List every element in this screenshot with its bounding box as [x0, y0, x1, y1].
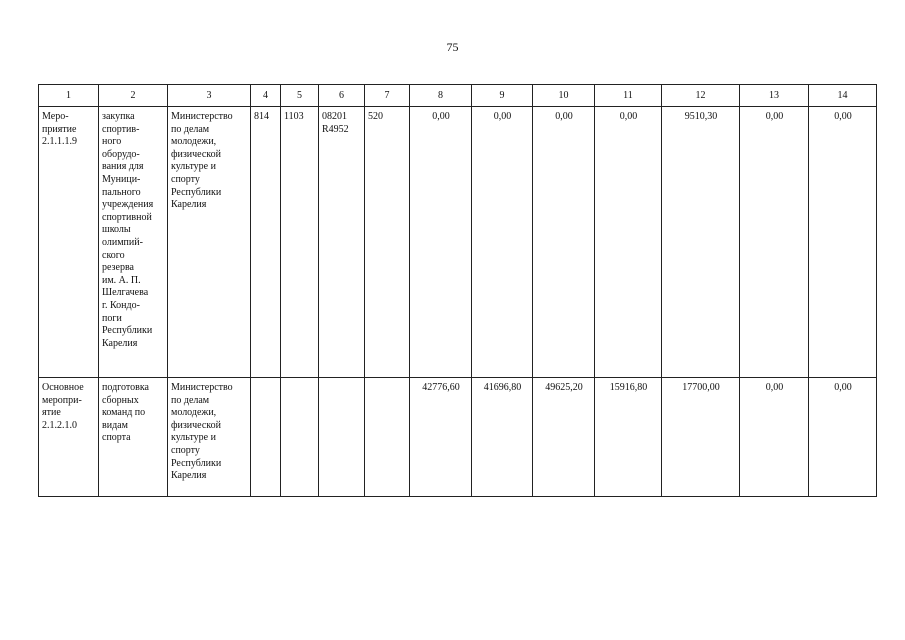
budget-table [38, 84, 877, 497]
column-header-5: 5 [281, 85, 319, 107]
code-cell-4 [251, 378, 281, 497]
value-cell-10: 49625,20 [533, 378, 595, 497]
code-cell-6: 08201 R4952 [319, 107, 365, 378]
code-cell-7: 520 [365, 107, 410, 378]
value-cell-9: 41696,80 [472, 378, 533, 497]
value-cell-14: 0,00 [809, 378, 877, 497]
table-row [39, 107, 877, 378]
column-header-10: 10 [533, 85, 595, 107]
column-header-11: 11 [595, 85, 662, 107]
column-header-7: 7 [365, 85, 410, 107]
column-header-9: 9 [472, 85, 533, 107]
value-cell-13: 0,00 [740, 378, 809, 497]
value-cell-12: 9510,30 [662, 107, 740, 378]
column-header-1: 1 [39, 85, 99, 107]
value-cell-13: 0,00 [740, 107, 809, 378]
page-number: 75 [446, 40, 459, 54]
executor-cell: Министерство по делам молодежи, физической культуре и спорту Республики Карелия [168, 107, 251, 378]
table-row [39, 378, 877, 497]
executor-cell: Министерство по делам молодежи, физической культуре и спорту Республики Карелия [168, 378, 251, 497]
column-header-6: 6 [319, 85, 365, 107]
code-cell-6 [319, 378, 365, 497]
value-cell-11: 15916,80 [595, 378, 662, 497]
event-description-cell: закупка спортив- ного оборудо- вания для Муници- пального учреждения спортивной школы олимпий- ского резерва им. А. П. Шелгачева г. Кондо- поги Республики Карелия [99, 107, 168, 378]
value-cell-8: 42776,60 [410, 378, 472, 497]
value-cell-10: 0,00 [533, 107, 595, 378]
column-header-3: 3 [168, 85, 251, 107]
code-cell-4: 814 [251, 107, 281, 378]
value-cell-8: 0,00 [410, 107, 472, 378]
column-header-14: 14 [809, 85, 877, 107]
event-name-cell: Меро- приятие 2.1.1.1.9 [39, 107, 99, 378]
column-header-2: 2 [99, 85, 168, 107]
code-cell-5: 1103 [281, 107, 319, 378]
column-header-13: 13 [740, 85, 809, 107]
column-header-12: 12 [662, 85, 740, 107]
value-cell-12: 17700,00 [662, 378, 740, 497]
column-header-4: 4 [251, 85, 281, 107]
header-row [39, 85, 877, 107]
code-cell-7 [365, 378, 410, 497]
value-cell-9: 0,00 [472, 107, 533, 378]
column-header-8: 8 [410, 85, 472, 107]
value-cell-11: 0,00 [595, 107, 662, 378]
event-description-cell: подготовка сборных команд по видам спорта [99, 378, 168, 497]
code-cell-5 [281, 378, 319, 497]
value-cell-14: 0,00 [809, 107, 877, 378]
event-name-cell: Основное меропри- ятие 2.1.2.1.0 [39, 378, 99, 497]
